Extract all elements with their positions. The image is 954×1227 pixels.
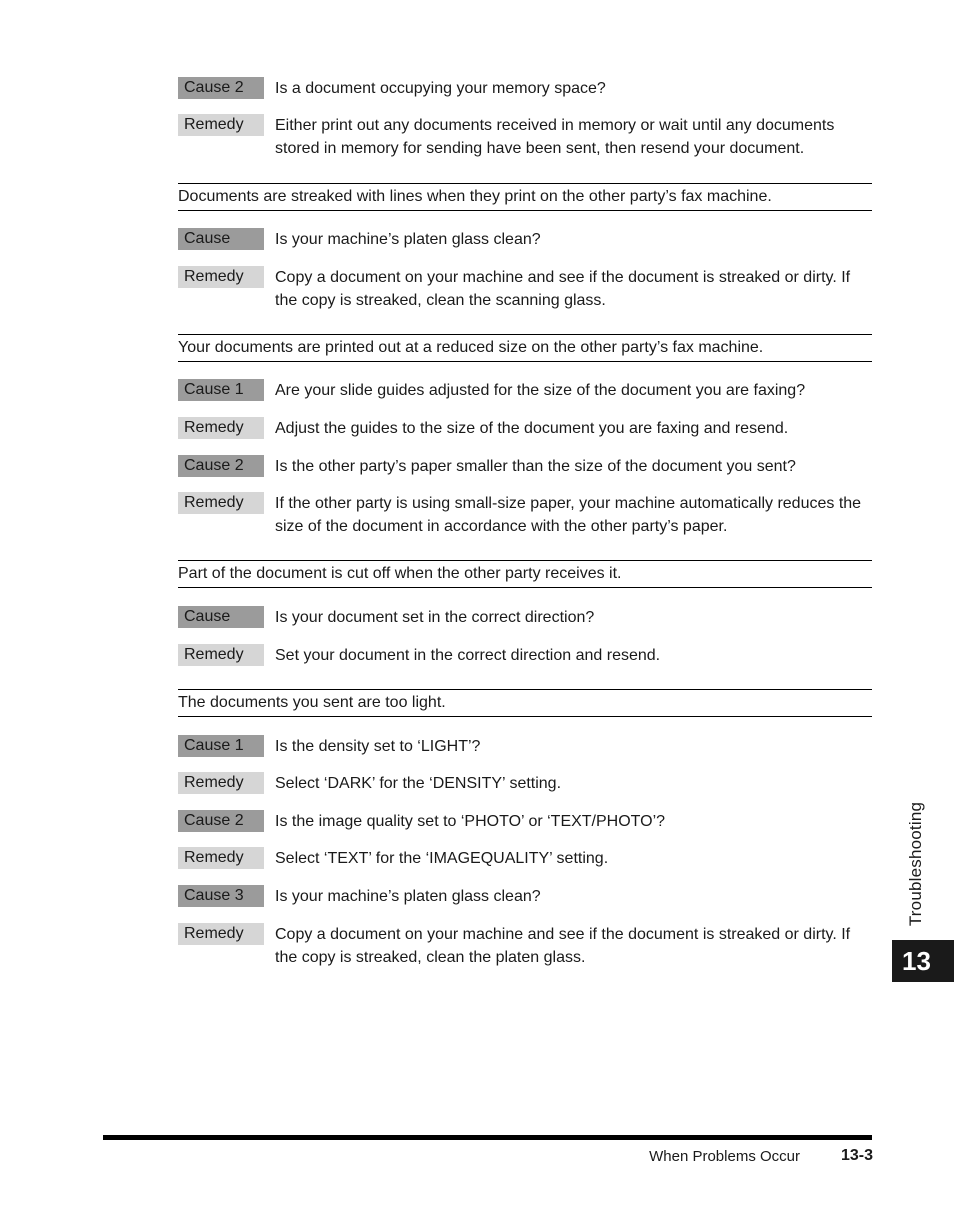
remedy-text: Select ‘TEXT’ for the ‘IMAGEQUALITY’ setting. [275,850,609,867]
footer-section-title: When Problems Occur [649,1148,800,1165]
problem-heading: The documents you sent are too light. [178,689,872,717]
cause-text: Is your machine’s platen glass clean? [275,231,541,248]
footer-page-number: 13-3 [840,1147,873,1164]
chapter-number-tab: 13 [892,940,954,982]
remedy-text: If the other party is using small-size paper, your machine automatically reduces the size of the document in accordance with the other party’s paper. [275,495,862,535]
cause-text: Is your machine’s platen glass clean? [275,888,541,905]
problem-heading: Your documents are printed out at a reduced size on the other party’s fax machine. [178,334,872,362]
chapter-side-label-text: Troubleshooting [906,801,926,927]
cause-label: Cause 2 [178,77,264,99]
chapter-side-label [903,798,929,930]
cause-label: Cause 2 [178,810,264,832]
cause-text: Is the other party’s paper smaller than the size of the document you sent? [275,458,796,475]
remedy-label: Remedy [178,923,264,945]
cause-text: Is your document set in the correct direction? [275,609,595,626]
remedy-text: Set your document in the correct direction and resend. [275,647,661,664]
remedy-label: Remedy [178,644,264,666]
problem-heading: Documents are streaked with lines when they print on the other party’s fax machine. [178,183,872,211]
problem-heading: Part of the document is cut off when the other party receives it. [178,560,872,588]
remedy-text: Select ‘DARK’ for the ‘DENSITY’ setting. [275,775,562,792]
cause-text: Is the density set to ‘LIGHT’? [275,738,481,755]
remedy-text: Adjust the guides to the size of the document you are faxing and resend. [275,420,789,437]
remedy-label: Remedy [178,772,264,794]
cause-label: Cause 2 [178,455,264,477]
cause-label: Cause 1 [178,735,264,757]
remedy-label: Remedy [178,417,264,439]
cause-text: Are your slide guides adjusted for the size of the document you are faxing? [275,382,806,399]
footer-rule [103,1135,872,1140]
remedy-label: Remedy [178,847,264,869]
cause-label: Cause [178,228,264,250]
remedy-text: Either print out any documents received in memory or wait until any documents stored in memory for sending have been sent, then resend your document. [275,117,835,157]
cause-text: Is a document occupying your memory space? [275,80,606,97]
cause-label: Cause 1 [178,379,264,401]
cause-text: Is the image quality set to ‘PHOTO’ or ‘TEXT/PHOTO’? [275,813,666,830]
cause-label: Cause [178,606,264,628]
remedy-label: Remedy [178,114,264,136]
remedy-text: Copy a document on your machine and see if the document is streaked or dirty. If the copy is streaked, clean the platen glass. [275,926,851,966]
remedy-label: Remedy [178,266,264,288]
cause-label: Cause 3 [178,885,264,907]
remedy-text: Copy a document on your machine and see if the document is streaked or dirty. If the copy is streaked, clean the scanning glass. [275,269,851,309]
remedy-label: Remedy [178,492,264,514]
